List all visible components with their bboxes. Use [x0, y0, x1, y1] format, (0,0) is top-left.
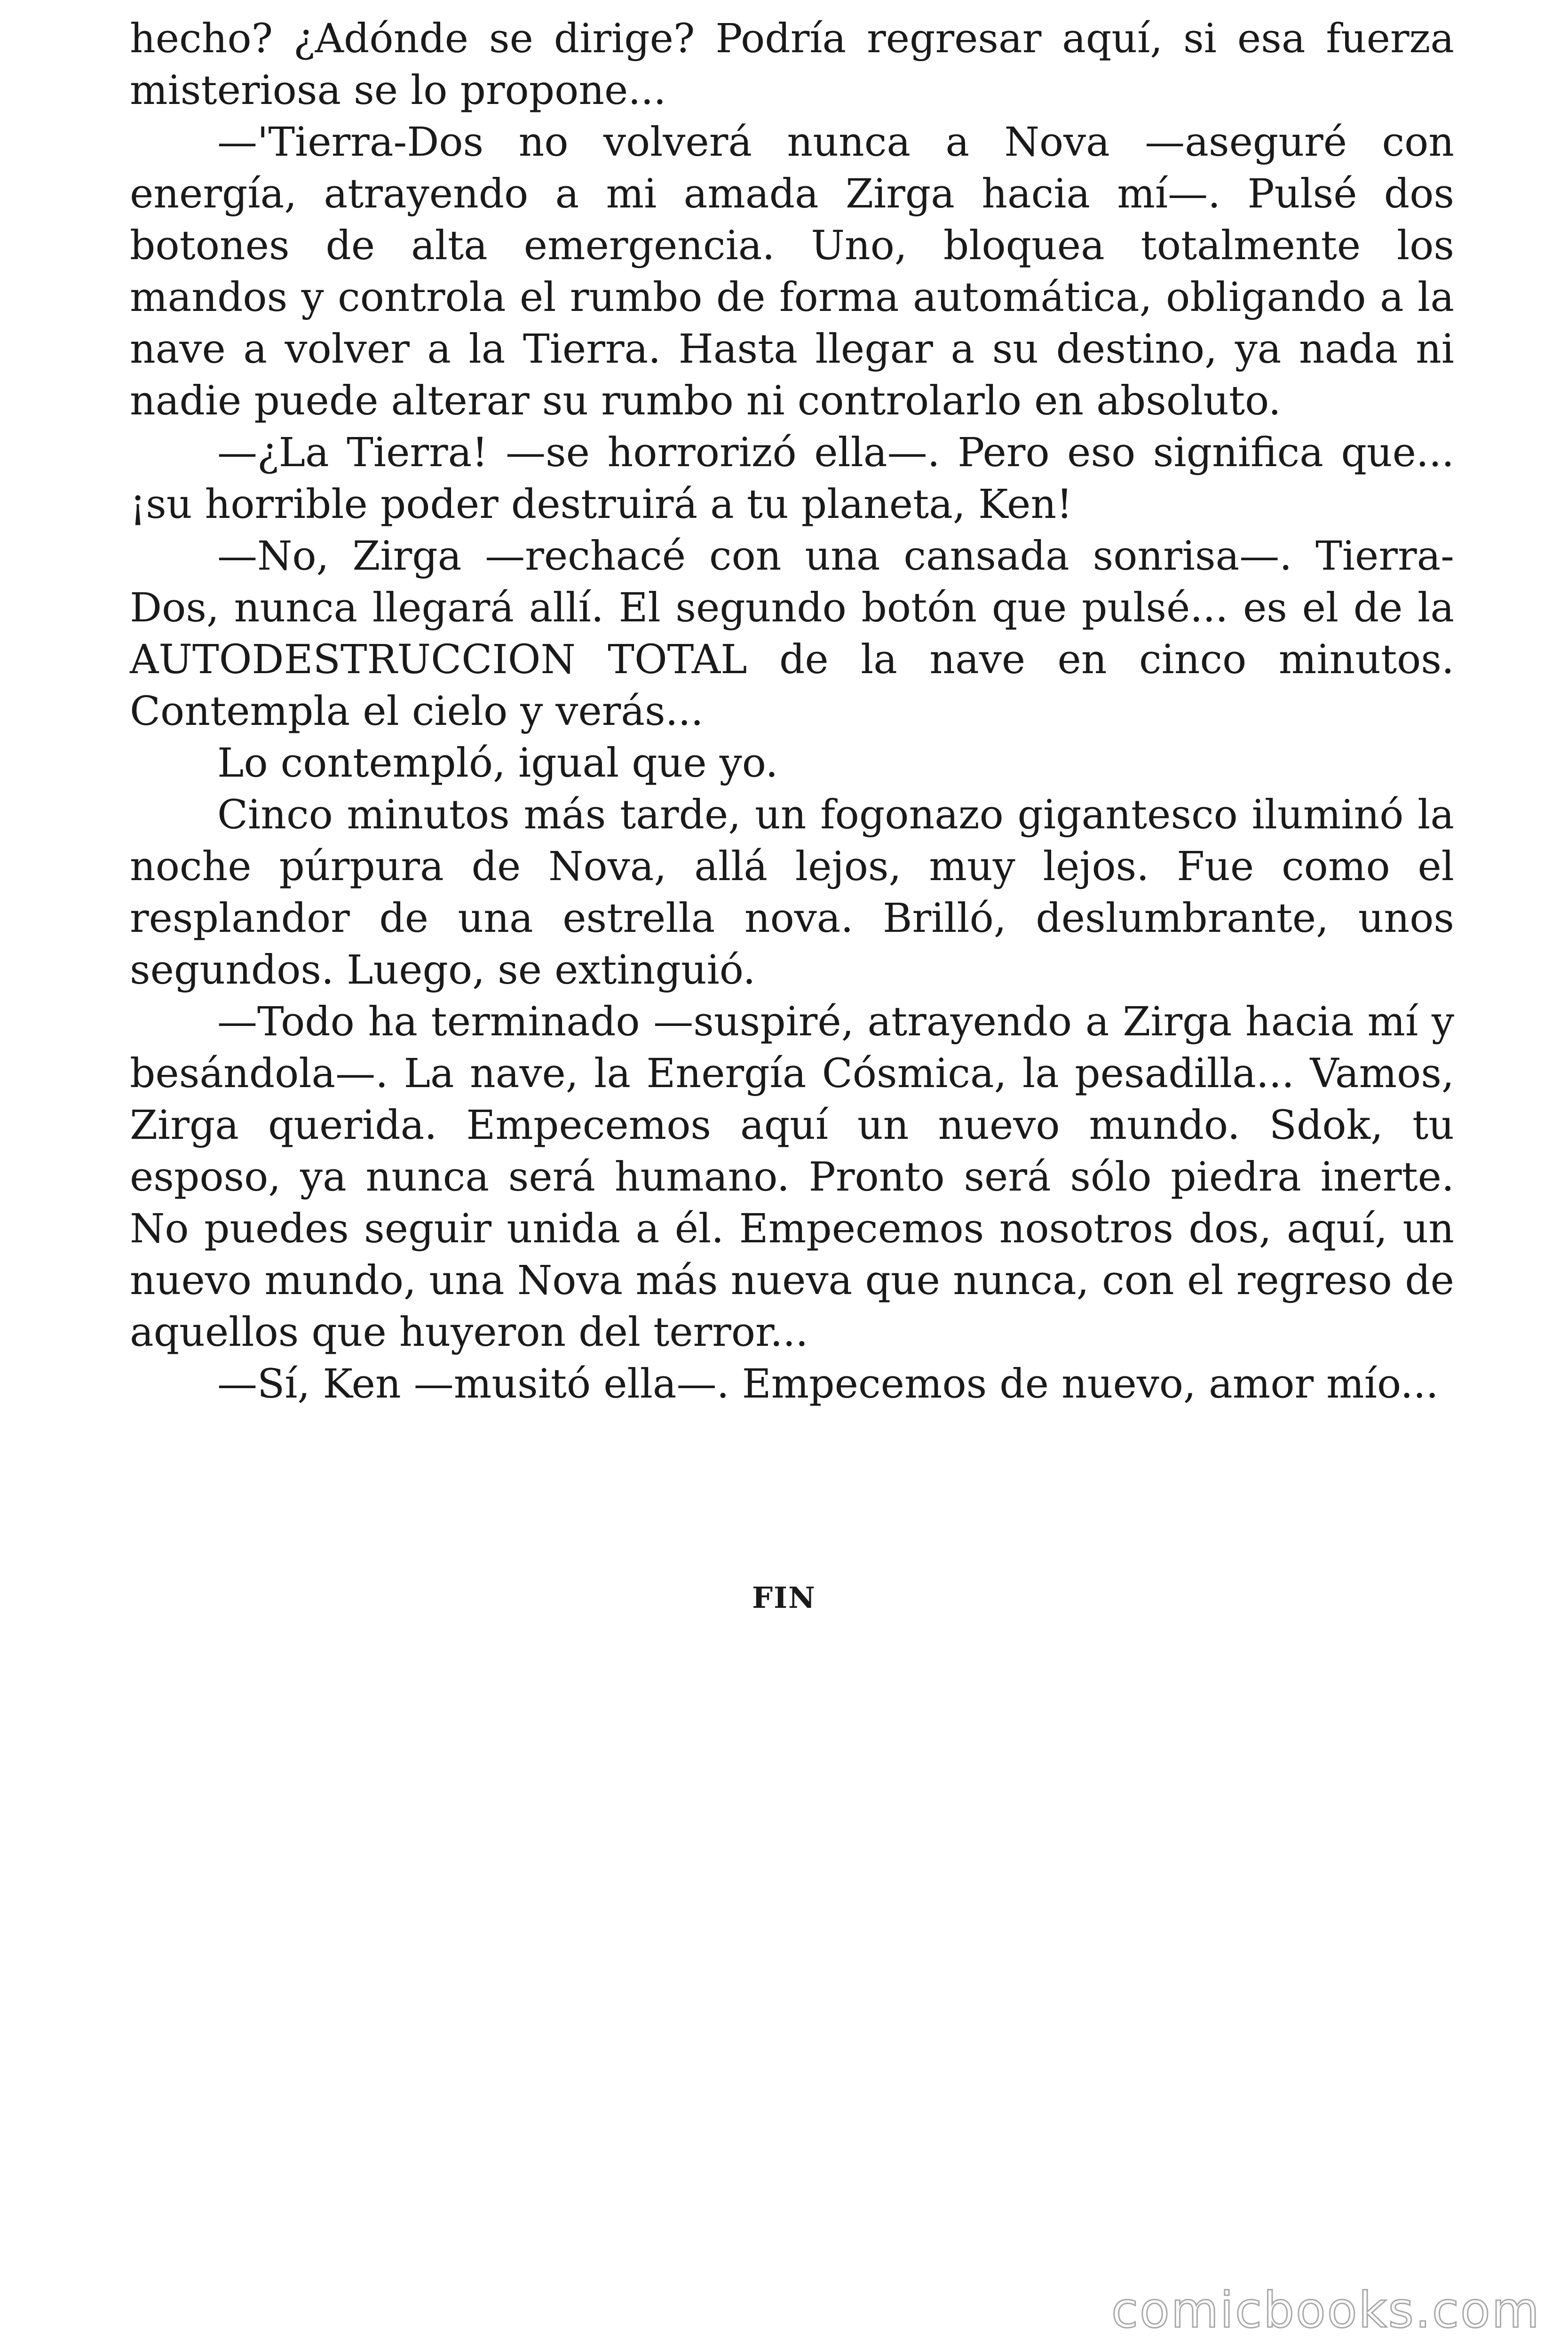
- paragraph: —No, Zirga —rechacé con una cansada sonrisa—. Tierra- Dos, nunca llegará allí. El segundo botón que pulsé... es el de la AUTODESTRUCCION TOTAL de la nave en cinco minutos. Contempla el cielo y verás...: [130, 533, 1454, 735]
- site-watermark: comicbooks.com: [1111, 2281, 1541, 2339]
- paragraph: —¿La Tierra! —se horrorizó ella—. Pero eso significa que... ¡su horrible poder destruirá a tu planeta, Ken!: [130, 429, 1454, 528]
- end-mark: FIN: [752, 1581, 816, 1615]
- paragraph: —Todo ha terminado —suspiré, atrayendo a Zirga hacia mí y besándola—. La nave, la Energía Cósmica, la pesadilla... Vamos, Zirga querida. Empecemos aquí un nuevo mundo. Sdok, tu esposo, ya nunca será humano. Pronto será sólo piedra inerte. No puedes seguir unida a él. Empecemos nosotros dos, aquí, un nuevo mundo, una Nova más nueva que nunca, con el regreso de aquellos que huyeron del terror...: [130, 999, 1454, 1356]
- paragraph: —Sí, Ken —musitó ella—. Empecemos de nuevo, amor mío...: [217, 1361, 1439, 1407]
- paragraph: —'Tierra-Dos no volverá nunca a Nova —aseguré con energía, atrayendo a mi amada Zirga hacia mí—. Pulsé dos botones de alta emergencia. Uno, bloquea totalmente los mandos y controla el rumbo de forma automática, obligando a la nave a volver a la Tierra. Hasta llegar a su destino, ya nada ni nadie puede alterar su rumbo ni controlarlo en absoluto.: [130, 119, 1454, 424]
- paragraph: hecho? ¿Adónde se dirige? Podría regresar aquí, si esa fuerza misteriosa se lo propone...: [130, 16, 1454, 114]
- paragraph: Cinco minutos más tarde, un fogonazo gigantesco iluminó la noche púrpura de Nova, allá lejos, muy lejos. Fue como el resplandor de una estrella nova. Brilló, deslumbrante, unos segundos. Luego, se extinguió.: [130, 792, 1454, 993]
- paragraph: Lo contempló, igual que yo.: [217, 740, 778, 787]
- body-text: [130, 13, 1454, 1410]
